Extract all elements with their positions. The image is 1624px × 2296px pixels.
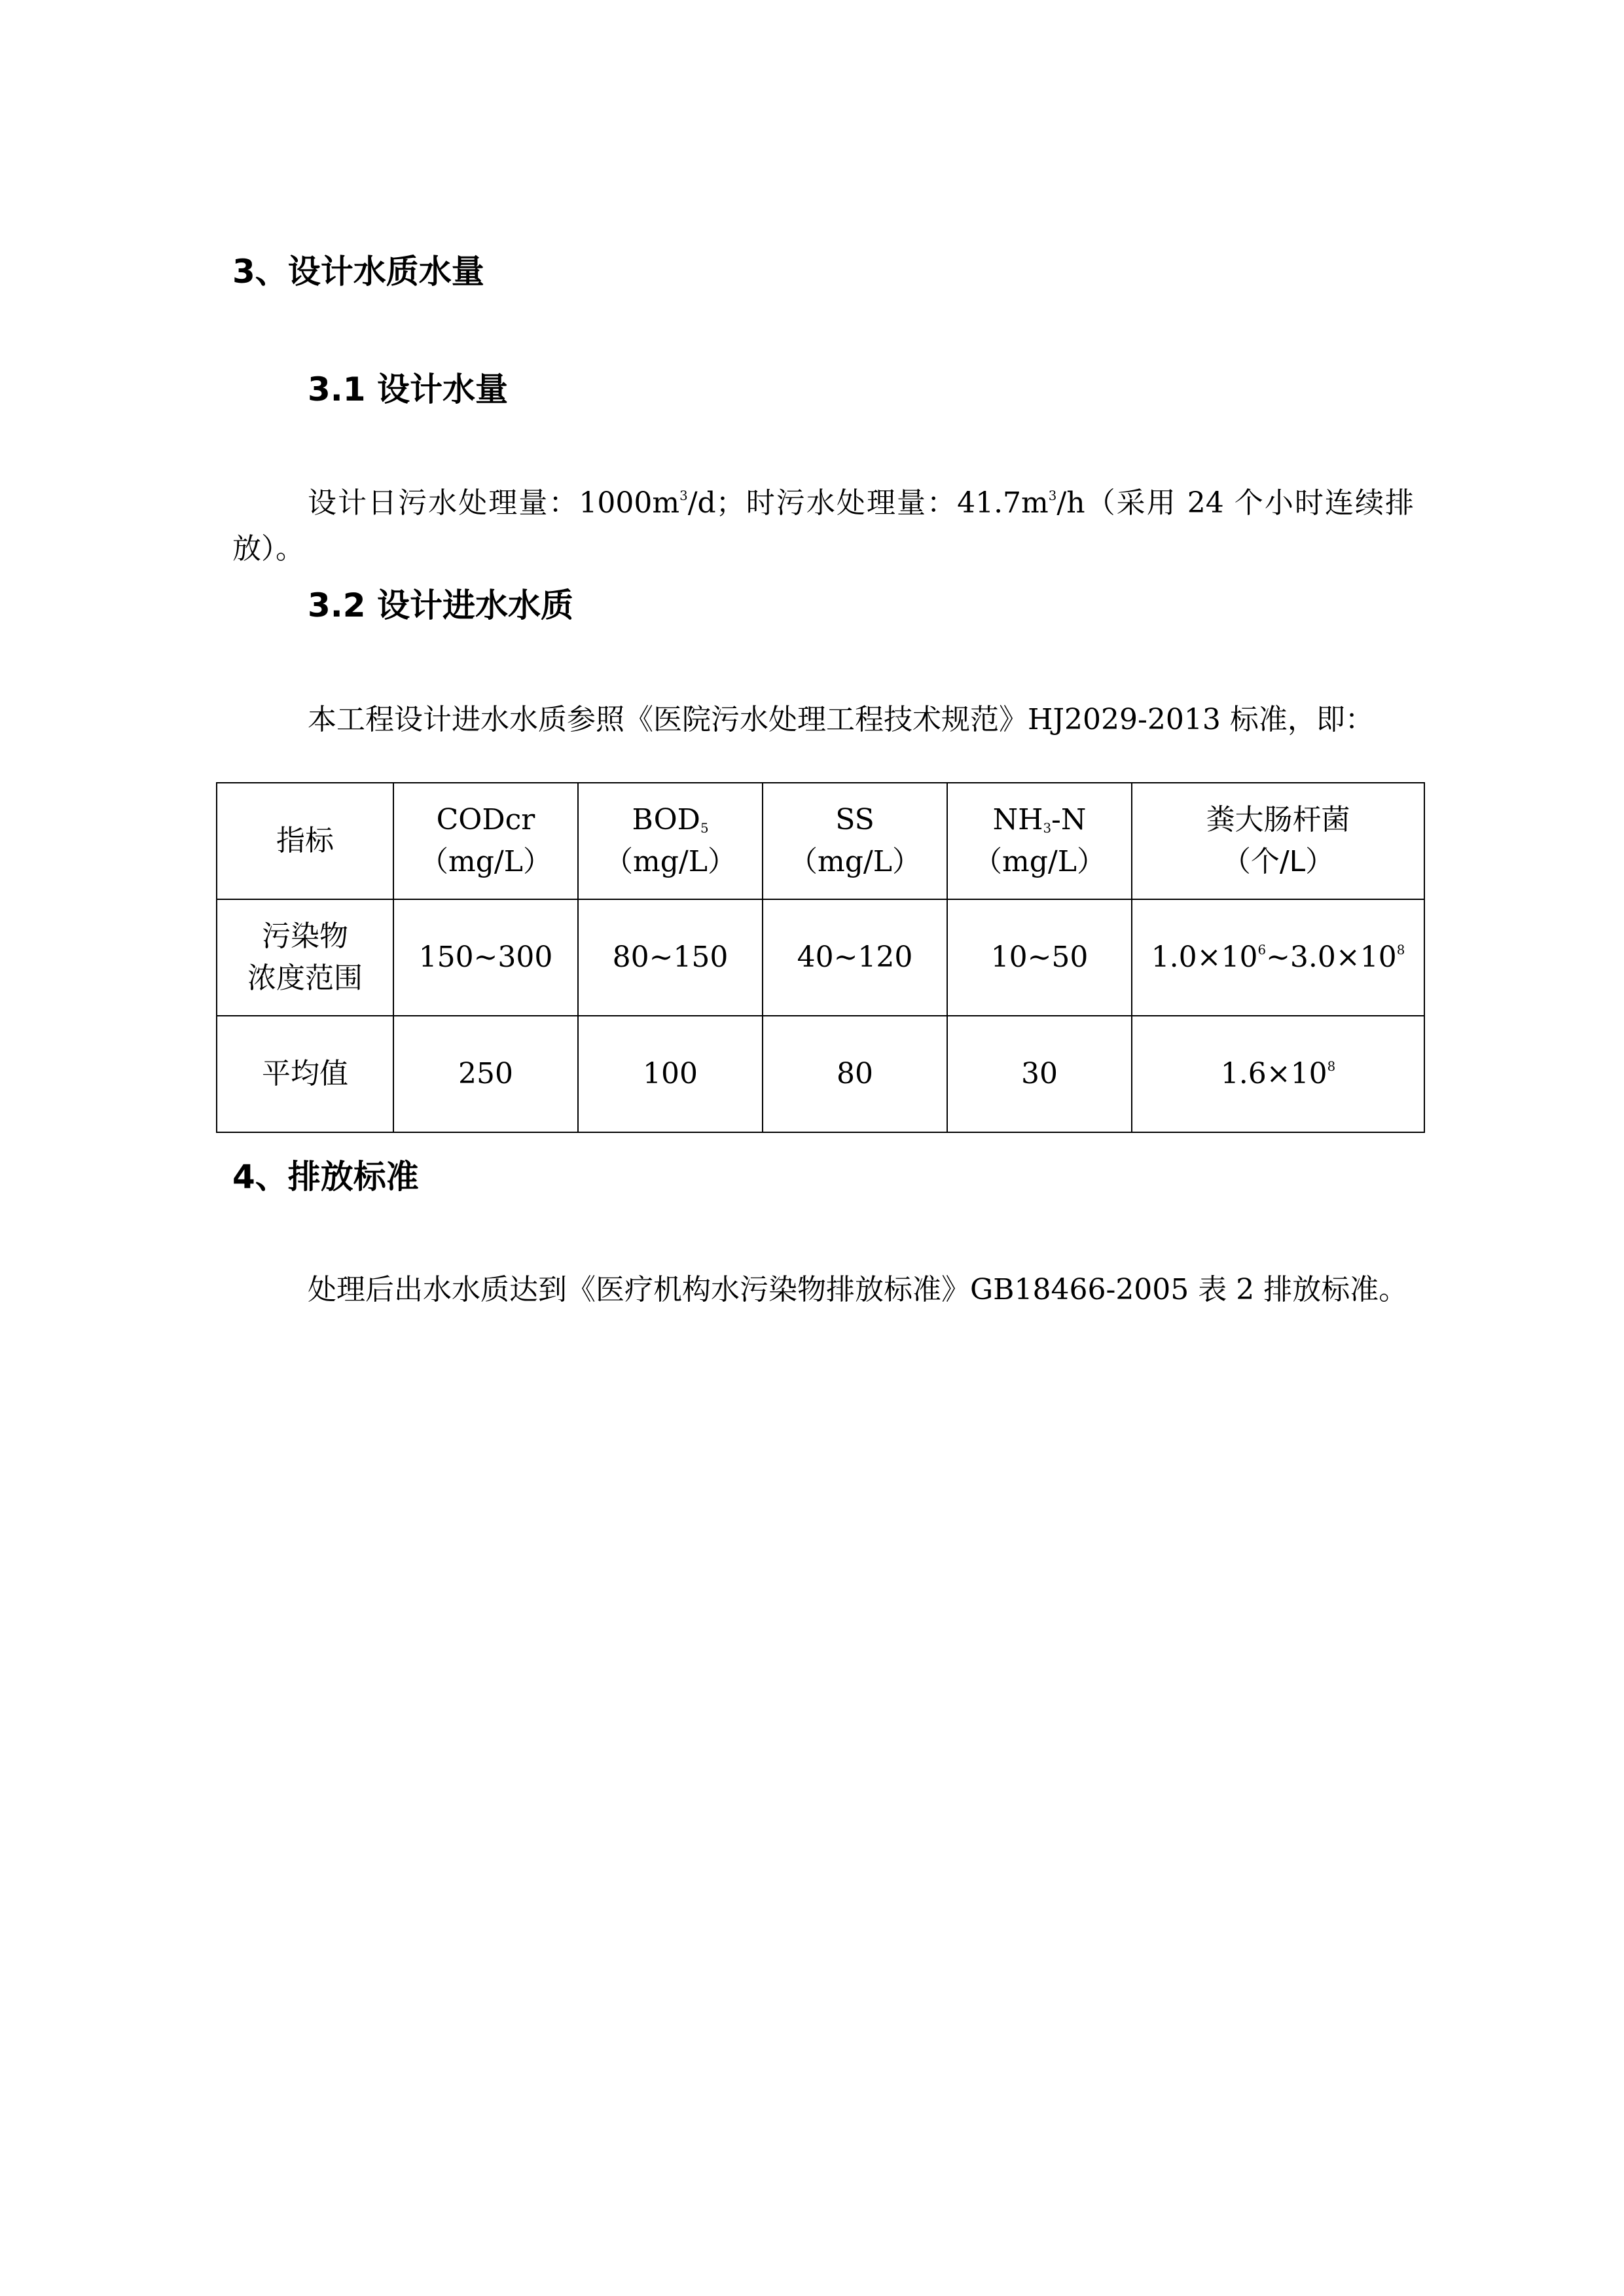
header-fecal-coliform-unit: （个/L） <box>1221 845 1335 878</box>
header-fecal-coliform <box>1132 783 1424 899</box>
header-bod5-pre: BOD <box>632 803 700 836</box>
table-row-average <box>217 1016 1424 1132</box>
range-fecal-coliform <box>1132 899 1424 1016</box>
header-nh3n-name <box>948 799 1131 841</box>
header-ss-unit: （mg/L） <box>789 845 921 878</box>
table-row-range <box>217 899 1424 1016</box>
header-codcr <box>393 783 578 899</box>
average-ss: 80 <box>763 1016 947 1132</box>
header-indicator: 指标 <box>217 783 393 899</box>
header-ss <box>763 783 947 899</box>
average-nh3n: 30 <box>947 1016 1132 1132</box>
header-codcr-name: CODcr <box>436 803 535 836</box>
header-fecal-coliform-name: 粪大肠杆菌 <box>1206 803 1350 836</box>
header-nh3n-pre: NH <box>992 803 1043 836</box>
design-flow-text-b: /d；时污水处理量：41.7m <box>687 486 1049 520</box>
header-nh3n-post: -N <box>1051 803 1087 836</box>
influent-quality-paragraph: 本工程设计进水水质参照《医院污水处理工程技术规范》HJ2029-2013 标准，即： <box>308 703 1374 736</box>
header-ss-name: SS <box>835 803 875 836</box>
section-3-1-heading: 3.1 设计水量 <box>308 370 508 408</box>
average-fecal-coliform <box>1132 1016 1424 1132</box>
average-row-label: 平均值 <box>217 1016 393 1132</box>
average-coli-sup: 8 <box>1327 1059 1336 1075</box>
range-coli-b: ~3.0×10 <box>1266 941 1397 974</box>
design-flow-sup-b: 3 <box>1048 488 1057 504</box>
design-flow-paragraph <box>232 480 1414 572</box>
range-bod5: 80~150 <box>578 899 763 1016</box>
range-coli-b-sup: 8 <box>1396 942 1405 958</box>
influent-quality-table <box>216 782 1425 1133</box>
range-coli-a-sup: 6 <box>1257 942 1267 958</box>
range-row-label-line2: 浓度范围 <box>247 961 363 995</box>
header-bod5-name <box>579 799 762 841</box>
range-ss: 40~120 <box>763 899 947 1016</box>
design-flow-sup-a: 3 <box>679 488 688 504</box>
header-bod5 <box>578 783 763 899</box>
design-flow-text-c: /h（采用 24 个小时连续排放）。 <box>232 486 1415 565</box>
range-row-label <box>217 899 393 1016</box>
header-nh3n-sub: 3 <box>1043 820 1052 836</box>
section-3-2-heading: 3.2 设计进水水质 <box>308 586 573 624</box>
discharge-standard-paragraph: 处理后出水水质达到《医疗机构水污染物排放标准》GB18466-2005 表 2 排放标准。 <box>308 1273 1408 1306</box>
header-codcr-unit: （mg/L） <box>420 845 552 878</box>
section-3-heading: 3、设计水质水量 <box>232 253 484 291</box>
range-row-label-line1: 污染物 <box>262 920 348 953</box>
design-flow-text-a: 设计日污水处理量：1000m <box>308 486 680 520</box>
table-header-row <box>217 783 1424 899</box>
average-bod5: 100 <box>578 1016 763 1132</box>
header-bod5-sub: 5 <box>700 820 709 836</box>
header-nh3n <box>947 783 1132 899</box>
header-nh3n-unit: （mg/L） <box>973 845 1106 878</box>
range-nh3n: 10~50 <box>947 899 1132 1016</box>
header-bod5-unit: （mg/L） <box>604 845 736 878</box>
range-codcr: 150~300 <box>393 899 578 1016</box>
average-coli: 1.6×10 <box>1220 1057 1327 1090</box>
section-4-heading: 4、排放标准 <box>232 1158 419 1196</box>
range-coli-a: 1.0×10 <box>1151 941 1258 974</box>
average-codcr: 250 <box>393 1016 578 1132</box>
